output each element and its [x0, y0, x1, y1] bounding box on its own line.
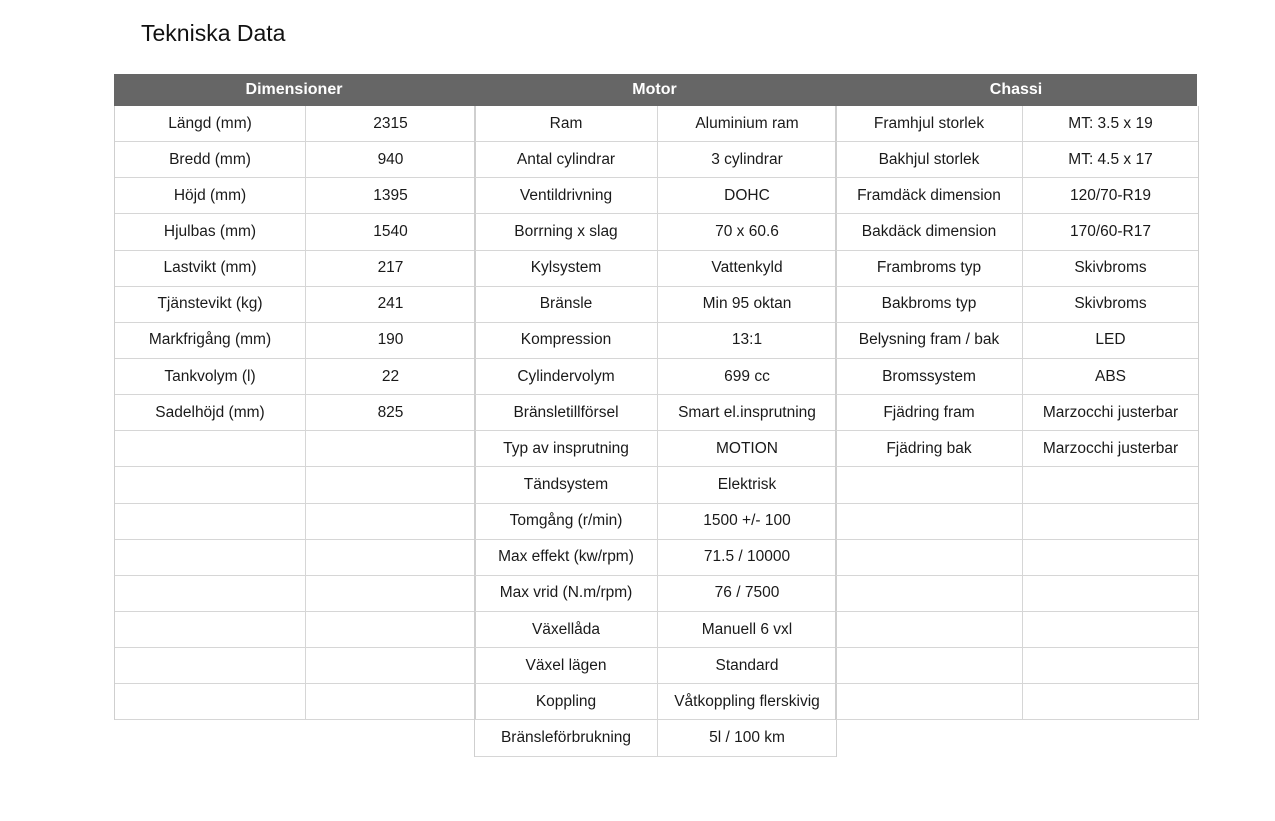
motor-row: [475, 106, 836, 142]
motor-value: 3 cylindrar: [657, 142, 836, 177]
chassi-value: [1022, 467, 1198, 502]
motor-row: [475, 612, 836, 648]
chassi-label: [836, 504, 1022, 539]
dimensions-label: [115, 648, 305, 683]
dimensions-label: [115, 431, 305, 466]
chassi-row: [836, 106, 1198, 142]
chassi-row: [836, 323, 1198, 359]
chassi-label: Framhjul storlek: [873, 114, 985, 132]
chassi-label: Bakhjul storlek: [878, 150, 980, 168]
chassi-row: [836, 251, 1198, 287]
dimensions-row: [115, 648, 475, 684]
chassi-value: [1022, 540, 1198, 575]
dimensions-label: [115, 612, 305, 647]
chassi-row: [836, 684, 1198, 720]
motor-label: Koppling: [535, 692, 597, 710]
dimensions-value: [305, 612, 475, 647]
motor-label: Kylsystem: [530, 259, 602, 277]
motor-value: Smart el.insprutning: [657, 395, 836, 430]
motor-value: 1500 +/- 100: [657, 504, 836, 539]
dimensions-value: 825: [305, 395, 475, 430]
motor-row: [475, 359, 836, 395]
chassi-value: [1022, 576, 1198, 611]
motor-row: [475, 576, 836, 612]
chassi-value: [1022, 504, 1198, 539]
motor-label: Bränsletillförsel: [513, 403, 619, 421]
chassi-label: Belysning fram / bak: [858, 331, 1000, 349]
motor-label: Tändsystem: [523, 475, 609, 493]
dimensions-row: [115, 612, 475, 648]
dimensions-label: [115, 576, 305, 611]
header-dimensions: Dimensioner: [245, 81, 343, 98]
dimensions-label: Hjulbas (mm): [163, 222, 257, 240]
motor-value: Min 95 oktan: [657, 287, 836, 322]
dimensions-value: [305, 540, 475, 575]
chassi-row: [836, 142, 1198, 178]
motor-value: DOHC: [657, 178, 836, 213]
dimensions-value: [305, 576, 475, 611]
chassi-row: [836, 612, 1198, 648]
dimensions-label: Höjd (mm): [173, 186, 247, 204]
motor-label: Tomgång (r/min): [509, 512, 623, 530]
chassi-label: [836, 612, 1022, 647]
dimensions-value: [305, 504, 475, 539]
chassi-table: [835, 106, 1199, 720]
motor-row: [475, 178, 836, 214]
dimensions-value: 2315: [305, 106, 475, 141]
dimensions-value: 1395: [305, 178, 475, 213]
motor-label: Max effekt (kw/rpm): [498, 548, 634, 566]
motor-value: 71.5 / 10000: [657, 540, 836, 575]
motor-row: [475, 720, 836, 756]
chassi-row: [836, 431, 1198, 467]
chassi-row: [836, 648, 1198, 684]
chassi-value: MT: 4.5 x 17: [1022, 142, 1198, 177]
chassi-label: Fjädring fram: [883, 403, 975, 421]
motor-value: Standard: [657, 648, 836, 683]
dimensions-value: 217: [305, 251, 475, 286]
motor-value: Våtkoppling flerskivig: [657, 684, 836, 719]
chassi-label: [836, 467, 1022, 502]
chassi-row: [836, 359, 1198, 395]
chassi-label: Frambroms typ: [876, 259, 982, 277]
chassi-value: 170/60-R17: [1022, 214, 1198, 249]
dimensions-value: 1540: [305, 214, 475, 249]
chassi-value: LED: [1022, 323, 1198, 358]
chassi-label: [836, 684, 1022, 719]
dimensions-row: [115, 467, 475, 503]
dimensions-row: [115, 684, 475, 720]
chassi-value: MT: 3.5 x 19: [1022, 106, 1198, 141]
motor-value: MOTION: [657, 431, 836, 466]
dimensions-row: [115, 251, 475, 287]
dimensions-row: [115, 395, 475, 431]
dimensions-label: Sadelhöjd (mm): [155, 403, 265, 421]
chassi-row: [836, 395, 1198, 431]
dimensions-value: [305, 431, 475, 466]
motor-value: Elektrisk: [657, 467, 836, 502]
dimensions-label: Markfrigång (mm): [148, 331, 272, 349]
dimensions-value: 22: [305, 359, 475, 394]
motor-value: Manuell 6 vxl: [657, 612, 836, 647]
motor-label: Borrning x slag: [514, 222, 618, 240]
motor-value: 70 x 60.6: [657, 214, 836, 249]
dimensions-value: 940: [305, 142, 475, 177]
motor-value: 699 cc: [657, 359, 836, 394]
chassi-label: Bakbroms typ: [881, 295, 977, 313]
dimensions-label: Lastvikt (mm): [163, 259, 257, 277]
page-title: Tekniska Data: [141, 20, 286, 46]
motor-value: 76 / 7500: [657, 576, 836, 611]
dimensions-row: [115, 540, 475, 576]
motor-table: [474, 106, 837, 757]
motor-label: Växel lägen: [525, 656, 607, 674]
dimensions-label: Längd (mm): [168, 114, 252, 132]
dimensions-value: 241: [305, 287, 475, 322]
dimensions-value: [305, 467, 475, 502]
dimensions-row: [115, 359, 475, 395]
dimensions-row: [115, 287, 475, 323]
motor-row: [475, 540, 836, 576]
chassi-value: Marzocchi justerbar: [1022, 395, 1198, 430]
chassi-row: [836, 287, 1198, 323]
motor-label: Ram: [549, 114, 583, 132]
chassi-row: [836, 467, 1198, 503]
chassi-row: [836, 214, 1198, 250]
dimensions-row: [115, 214, 475, 250]
dimensions-label: Tankvolym (l): [164, 367, 256, 385]
chassi-label: [836, 540, 1022, 575]
dimensions-value: 190: [305, 323, 475, 358]
chassi-value: [1022, 648, 1198, 683]
table-header: [114, 74, 1197, 106]
header-motor: Motor: [632, 81, 677, 98]
motor-row: [475, 287, 836, 323]
chassi-row: [836, 178, 1198, 214]
motor-value: Vattenkyld: [657, 251, 836, 286]
chassi-value: Marzocchi justerbar: [1022, 431, 1198, 466]
dimensions-row: [115, 431, 475, 467]
motor-label: Bränsleförbrukning: [500, 728, 632, 746]
header-chassi: Chassi: [989, 81, 1043, 98]
motor-label: Ventildrivning: [519, 186, 613, 204]
motor-value: 5l / 100 km: [657, 720, 836, 755]
dimensions-row: [115, 576, 475, 612]
dimensions-value: [305, 684, 475, 719]
motor-row: [475, 467, 836, 503]
motor-row: [475, 684, 836, 720]
dimensions-row: [115, 106, 475, 142]
chassi-row: [836, 504, 1198, 540]
dimensions-label: [115, 684, 305, 719]
motor-label: Max vrid (N.m/rpm): [499, 584, 633, 602]
motor-label: Växellåda: [531, 620, 601, 638]
motor-row: [475, 504, 836, 540]
motor-label: Kompression: [520, 331, 612, 349]
chassi-value: ABS: [1022, 359, 1198, 394]
motor-row: [475, 431, 836, 467]
motor-row: [475, 648, 836, 684]
motor-label: Bränsle: [539, 295, 593, 313]
chassi-label: Bromssystem: [882, 367, 976, 385]
dimensions-value: [305, 648, 475, 683]
dimensions-label: Bredd (mm): [169, 150, 251, 168]
motor-label: Cylindervolym: [517, 367, 615, 385]
motor-row: [475, 395, 836, 431]
dimensions-row: [115, 323, 475, 359]
chassi-row: [836, 540, 1198, 576]
dimensions-table: [114, 106, 476, 720]
chassi-label: [836, 648, 1022, 683]
dimensions-label: Tjänstevikt (kg): [157, 295, 263, 313]
chassi-label: Framdäck dimension: [857, 186, 1001, 204]
chassi-value: 120/70-R19: [1022, 178, 1198, 213]
motor-value: Aluminium ram: [657, 106, 836, 141]
motor-row: [475, 142, 836, 178]
dimensions-row: [115, 504, 475, 540]
motor-row: [475, 251, 836, 287]
motor-label: Typ av insprutning: [503, 439, 629, 457]
motor-label: Antal cylindrar: [516, 150, 616, 168]
chassi-label: Bakdäck dimension: [861, 222, 997, 240]
dimensions-row: [115, 178, 475, 214]
chassi-value: Skivbroms: [1022, 287, 1198, 322]
chassi-row: [836, 576, 1198, 612]
chassi-value: Skivbroms: [1022, 251, 1198, 286]
motor-row: [475, 214, 836, 250]
dimensions-row: [115, 142, 475, 178]
dimensions-label: [115, 504, 305, 539]
motor-value: 13:1: [657, 323, 836, 358]
chassi-value: [1022, 684, 1198, 719]
dimensions-label: [115, 540, 305, 575]
chassi-label: Fjädring bak: [886, 439, 972, 457]
dimensions-label: [115, 467, 305, 502]
chassi-label: [836, 576, 1022, 611]
chassi-value: [1022, 612, 1198, 647]
motor-row: [475, 323, 836, 359]
